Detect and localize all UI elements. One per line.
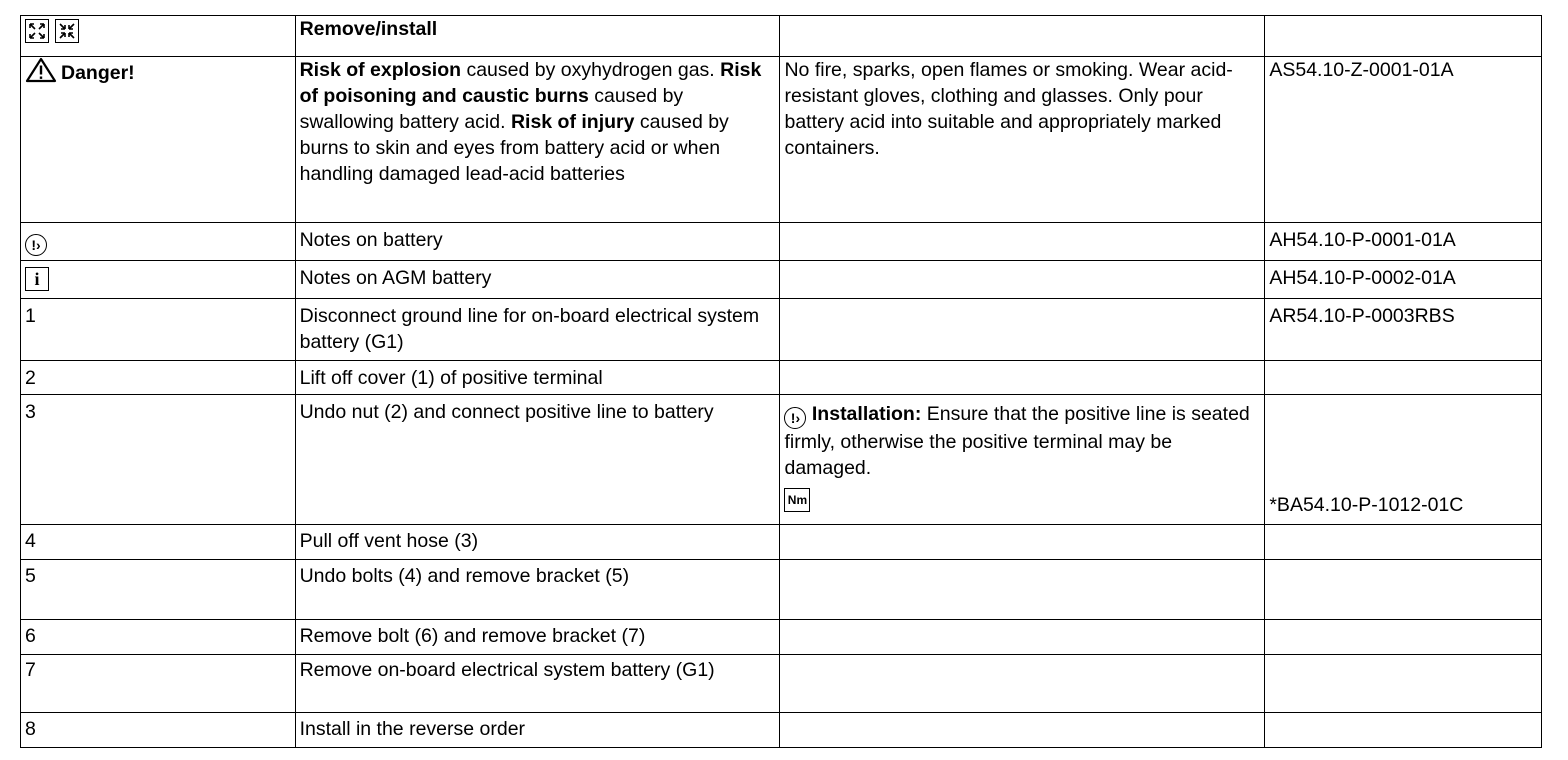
note-circle-icon: !› <box>25 234 47 256</box>
torque-nm-icon[interactable]: Nm <box>784 488 810 512</box>
step-number: 7 <box>21 655 296 713</box>
step-text: Remove on-board electrical system battery (G1) <box>295 655 780 713</box>
expand-icon[interactable] <box>25 19 49 43</box>
collapse-icon[interactable] <box>55 19 79 43</box>
header-icons-cell <box>21 16 296 57</box>
table-row <box>21 395 1542 525</box>
step-doc-link[interactable]: AR54.10-P-0003RBS <box>1265 299 1542 361</box>
step-doc-link[interactable]: *BA54.10-P-1012-01C <box>1265 395 1542 525</box>
step-number: 3 <box>21 395 296 525</box>
step-text: Remove bolt (6) and remove bracket (7) <box>295 620 780 655</box>
danger-row <box>21 57 1542 223</box>
step-text: Undo nut (2) and connect positive line to battery <box>295 395 780 525</box>
step-number: 4 <box>21 525 296 560</box>
step-number: 1 <box>21 299 296 361</box>
step-text: Disconnect ground line for on-board electrical system battery (G1) <box>295 299 780 361</box>
table-row <box>21 713 1542 748</box>
note-doc-link[interactable]: AH54.10-P-0002-01A <box>1265 261 1542 299</box>
table-row <box>21 655 1542 713</box>
note-doc-link[interactable]: AH54.10-P-0001-01A <box>1265 223 1542 261</box>
danger-measures: No fire, sparks, open flames or smoking. Wear acid-resistant gloves, clothing and glasses. Only pour battery acid into suitable and appropriately marked containers. <box>780 57 1265 223</box>
table-row <box>21 525 1542 560</box>
note-text: Notes on AGM battery <box>295 261 780 299</box>
info-icon: i <box>25 267 49 291</box>
step-text: Install in the reverse order <box>295 713 780 748</box>
step-number: 5 <box>21 560 296 620</box>
procedure-table <box>20 15 1542 748</box>
warning-triangle-icon <box>25 57 57 90</box>
note-row <box>21 261 1542 299</box>
header-row <box>21 16 1542 57</box>
danger-risks: Risk of explosion caused by oxyhydrogen gas. Risk of poisoning and caustic burns caused by swallowing battery acid. Risk of injury caused by burns to skin and eyes from battery acid or when handling damaged lead-acid batteries <box>295 57 780 223</box>
table-row <box>21 560 1542 620</box>
table-row <box>21 620 1542 655</box>
danger-doc-link[interactable]: AS54.10-Z-0001-01A <box>1265 57 1542 223</box>
step-note: !› Installation: Ensure that the positive line is seated firmly, otherwise the positive terminal may be damaged. Nm <box>780 395 1265 525</box>
step-number: 6 <box>21 620 296 655</box>
header-title: Remove/install <box>295 16 780 57</box>
step-number: 8 <box>21 713 296 748</box>
step-number: 2 <box>21 361 296 395</box>
table-row <box>21 299 1542 361</box>
note-circle-icon: !› <box>784 407 806 429</box>
danger-label: Danger! <box>61 62 135 84</box>
step-text: Pull off vent hose (3) <box>295 525 780 560</box>
note-text: Notes on battery <box>295 223 780 261</box>
table-row <box>21 361 1542 395</box>
step-text: Lift off cover (1) of positive terminal <box>295 361 780 395</box>
note-row <box>21 223 1542 261</box>
step-text: Undo bolts (4) and remove bracket (5) <box>295 560 780 620</box>
